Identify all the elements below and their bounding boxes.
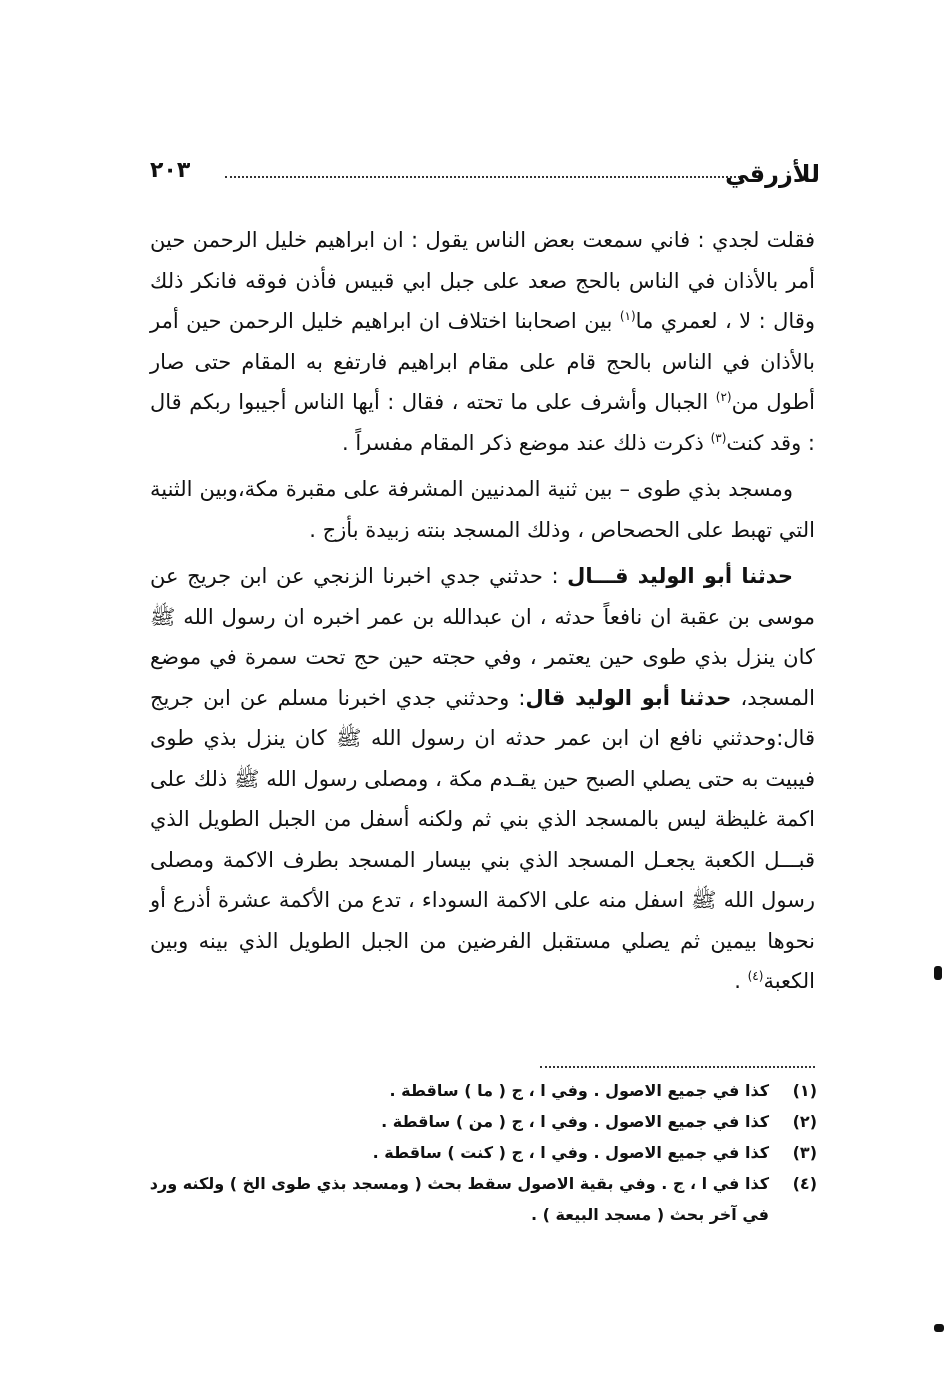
footnote-text: كذا في جميع الاصول . وفي ا ، ج ( كنت ) ساقطة . [372,1143,769,1162]
paragraph-3-part3: . [734,969,748,993]
running-header [150,158,820,198]
footnote-ref-3: (٣) [710,430,727,445]
paragraph-1-part4: ذكرت ذلك عند موضع ذكر المقام مفسراً . [341,430,711,455]
paragraph-1-part3: الجبال وأشرف على ما تحته ، فقال : أيها الناس أجيبوا ربكم قال : وقد كنت [150,390,815,455]
footnote-number: (٢) [792,1112,817,1131]
paragraph-3 [150,556,815,1002]
main-text [150,220,815,1002]
footnote-number: (٣) [792,1143,817,1162]
footnotes [145,1075,817,1230]
footnote-number: (٤) [792,1174,817,1193]
scan-speck [934,966,942,980]
footnote-item [145,1075,817,1106]
footnote-item [145,1168,817,1230]
paragraph-1-part2: بين اصحابنا اختلاف ان ابراهيم خليل الرحمن حين أمر بالأذان في الناس بالحج قام على مقام ابراهيم فارتفع به المقام حتى صار أطول من [150,309,815,414]
paragraph-3-lead-1: حدثنا أبو الوليد قـــال [567,564,793,588]
paragraph-2-text: ومسجد بذي طوى – بين ثنية المدنيين المشرفة على مقبرة مكة،وبين الثنية التي تهبط على الحصحاص ، وذلك المسجد بنته زبيدة بأزج . [150,477,815,542]
paragraph-3-part2: : وحدثني جدي اخبرنا مسلم عن ابن جريج قال:وحدثني نافع ان ابن عمر حدثه ان رسول الله ﷺ كان ينزل بذي طوى فيبيت به حتى يصلي الصبح حين يقـدم مكة ، ومصلى رسول الله ﷺ ذلك على اكمة غليظة ليس بالمسجد الذي بني ثم ولكنه أسفل من الجبل الطويل الذي قبـــل الكعبة يجعـل المسجد الذي بني بيسار المسجد بطرف الاكمة ومصلى رسول الله ﷺ اسفل منه على الاكمة السوداء ، تدع من الأكمة عشرة أذرع أو نحوها بيمين ثم يصلي مستقبل الفرضين من الجبل الطويل الذي بينه وبين الكعبة [150,685,815,993]
footnote-ref-1: (١) [619,309,636,323]
paragraph-3-lead-2: حدثنا أبو الوليد قال [525,685,732,710]
paragraph-3-part1: : حدثني جدي اخبرنا الزنجي عن ابن جريج عن موسى بن عقبة ان نافعاً حدثه ، ان عبدالله بن عمر اخبره ان رسول الله ﷺ كان ينزل بذي طوى حين يعتمر ، وفي حجته حين حج تحت سمرة في موضع المسجد، [150,564,815,710]
paragraph-1-part1: فقلت لجدي : فاني سمعت بعض الناس يقول : ان ابراهيم خليل الرحمن حين أمر بالأذان في الناس بالحج صعد على جبل ابي قبيس فأذن فوقه فانكر ذلك وقال : لا ، لعمري ما [150,228,816,333]
footnote-ref-2: (٢) [715,390,732,404]
header-title: للأزرقي [725,160,820,188]
footnote-item [145,1137,817,1168]
footnote-number: (١) [792,1081,817,1100]
footnote-separator [540,1066,815,1068]
footnote-text: كذا في جميع الاصول . وفي ا ، ج ( من ) ساقطة . [381,1112,769,1131]
paragraph-1 [150,220,815,463]
paragraph-2 [150,469,815,550]
footnote-text: كذا في ا ، ج . وفي بقية الاصول سقط بحث ( ومسجد بذي طوى الخ ) ولكنه ورد في آخر بحث ( مسجد البيعة ) . [149,1174,769,1224]
scan-speck [934,1324,944,1332]
footnote-item [145,1106,817,1137]
page-number: ٢٠٣ [150,158,191,183]
header-leader-dots [225,176,740,178]
footnote-ref-4: (٤) [747,969,764,983]
footnote-text: كذا في جميع الاصول . وفي ا ، ج ( ما ) ساقطة . [389,1081,769,1100]
